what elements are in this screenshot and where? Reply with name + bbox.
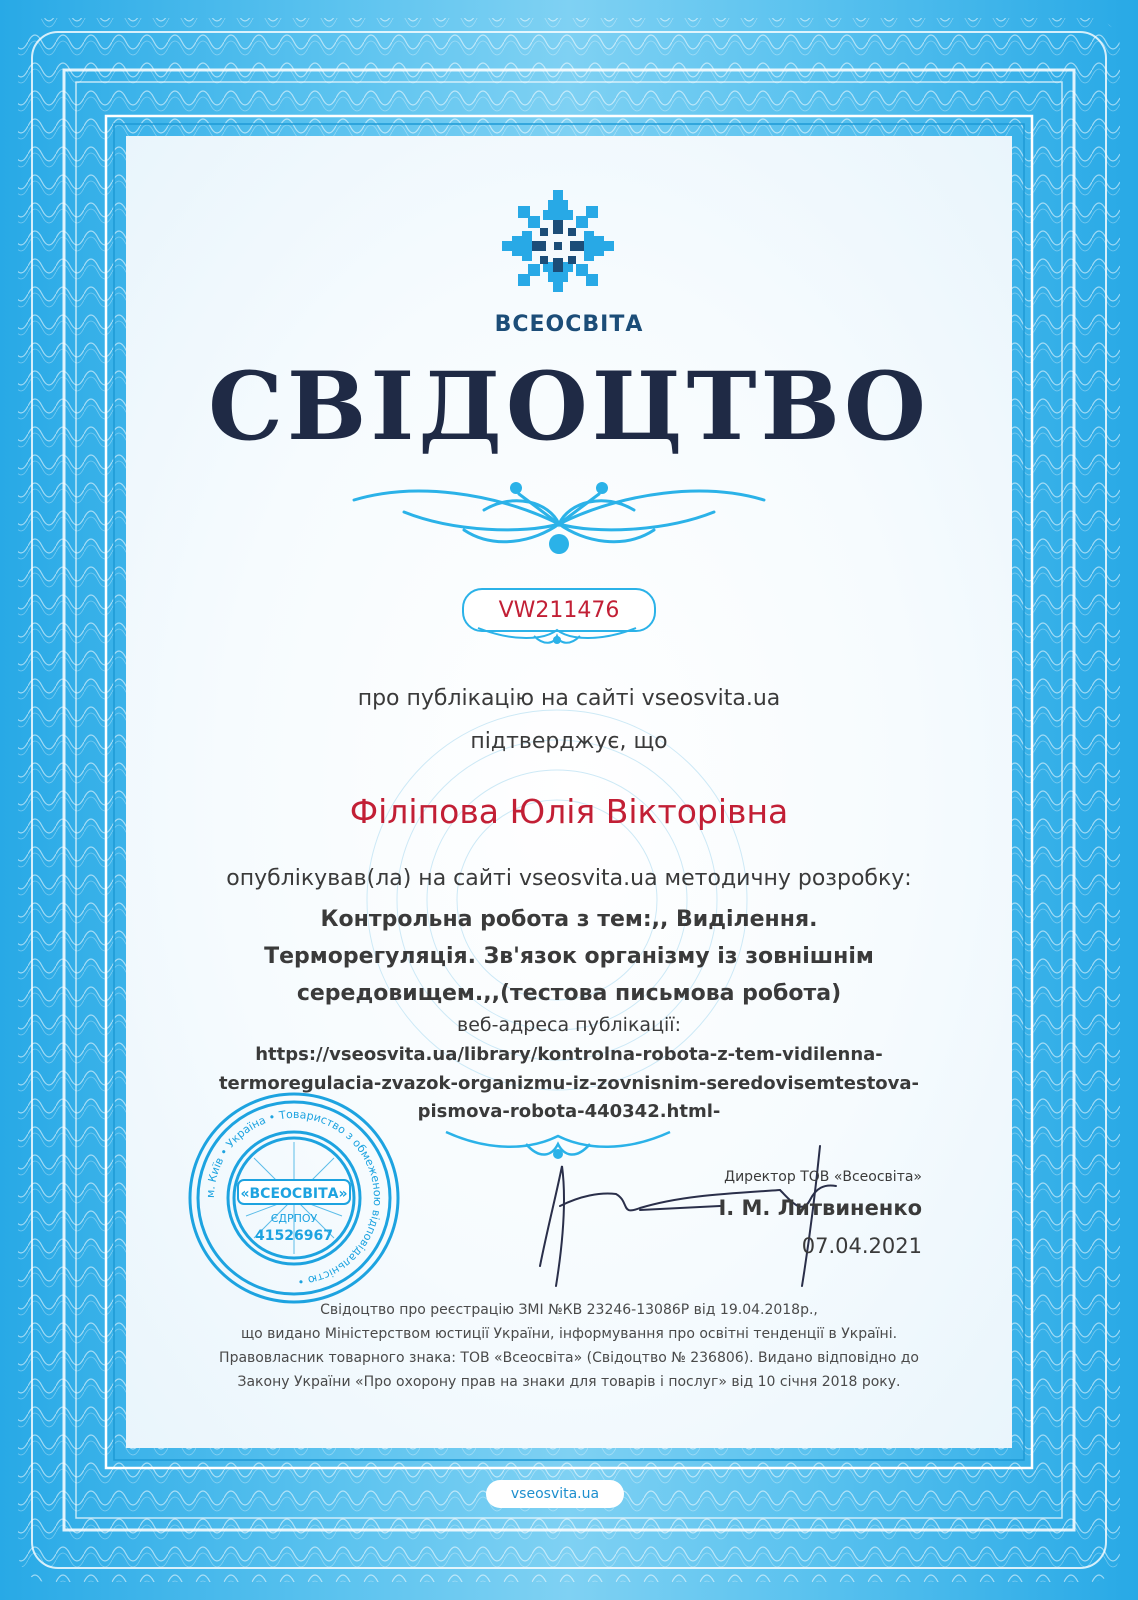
work-title-line: середовищем.,,(тестова письмова робота) — [296, 981, 842, 1006]
director-name: І. М. Литвиненко — [718, 1196, 922, 1220]
confirms-line: підтверджує, що — [470, 729, 668, 754]
brand-logo-text: ВСЕОСВІТА — [494, 312, 644, 337]
certificate-title: СВІДОЦТВО — [208, 352, 930, 462]
official-stamp-icon — [186, 1090, 402, 1306]
director-title: Директор ТОВ «Всеосвіта» — [724, 1169, 922, 1185]
work-title-line: Контрольна робота з тем:,, Виділення. — [320, 907, 818, 932]
footer-line: Свідоцтво про реєстрацію ЗМІ №КВ 23246-13086Р від 19.04.2018р., — [320, 1302, 818, 1318]
work-title-line: Терморегуляція. Зв'язок організму із зовнішнім — [264, 944, 874, 969]
svg-text:41526967: 41526967 — [255, 1228, 333, 1244]
ornament-flourish-icon — [344, 472, 774, 562]
publication-url-line: https://vseosvita.ua/library/kontrolna-robota-z-tem-vidilenna- — [255, 1044, 883, 1065]
published-line: опублікував(ла) на сайті vseosvita.ua методичну розробку: — [226, 866, 912, 891]
certificate-code: VW211476 — [462, 588, 656, 632]
svg-text:м. Київ • Україна • Товариство: м. Київ • Україна • Товариство з обмеженою відповідальністю • — [203, 1107, 385, 1288]
footer-line: Закону України «Про охорону прав на знаки для товарів і послуг» від 10 січня 2018 року. — [237, 1374, 901, 1390]
certificate-date: 07.04.2021 — [801, 1234, 922, 1258]
footer-line: що видано Міністерством юстиції України, інформування про освітні тенденції в Україні. — [240, 1326, 898, 1342]
site-badge-link[interactable]: vseosvita.ua — [486, 1480, 624, 1508]
code-ornament-icon — [474, 622, 640, 648]
url-label: веб-адреса публікації: — [457, 1014, 681, 1036]
publication-url-line: pismova-robota-440342.html- — [417, 1101, 721, 1122]
about-line: про публікацію на сайті vseosvita.ua — [357, 686, 781, 711]
recipient-name: Філіпова Юлія Вікторівна — [349, 792, 789, 831]
footer-line: Правовласник товарного знака: ТОВ «Всеосвіта» (Свідоцтво № 236806). Видано відповідно до — [219, 1350, 919, 1366]
svg-text:«ВСЕОСВІТА»: «ВСЕОСВІТА» — [240, 1186, 348, 1202]
snowflake-logo-icon — [498, 186, 618, 306]
svg-text:ЄДРПОУ: ЄДРПОУ — [270, 1212, 318, 1225]
publication-url-line: termoregulacia-zvazok-organizmu-iz-zovnisnim-seredovisemtestova- — [218, 1073, 920, 1094]
